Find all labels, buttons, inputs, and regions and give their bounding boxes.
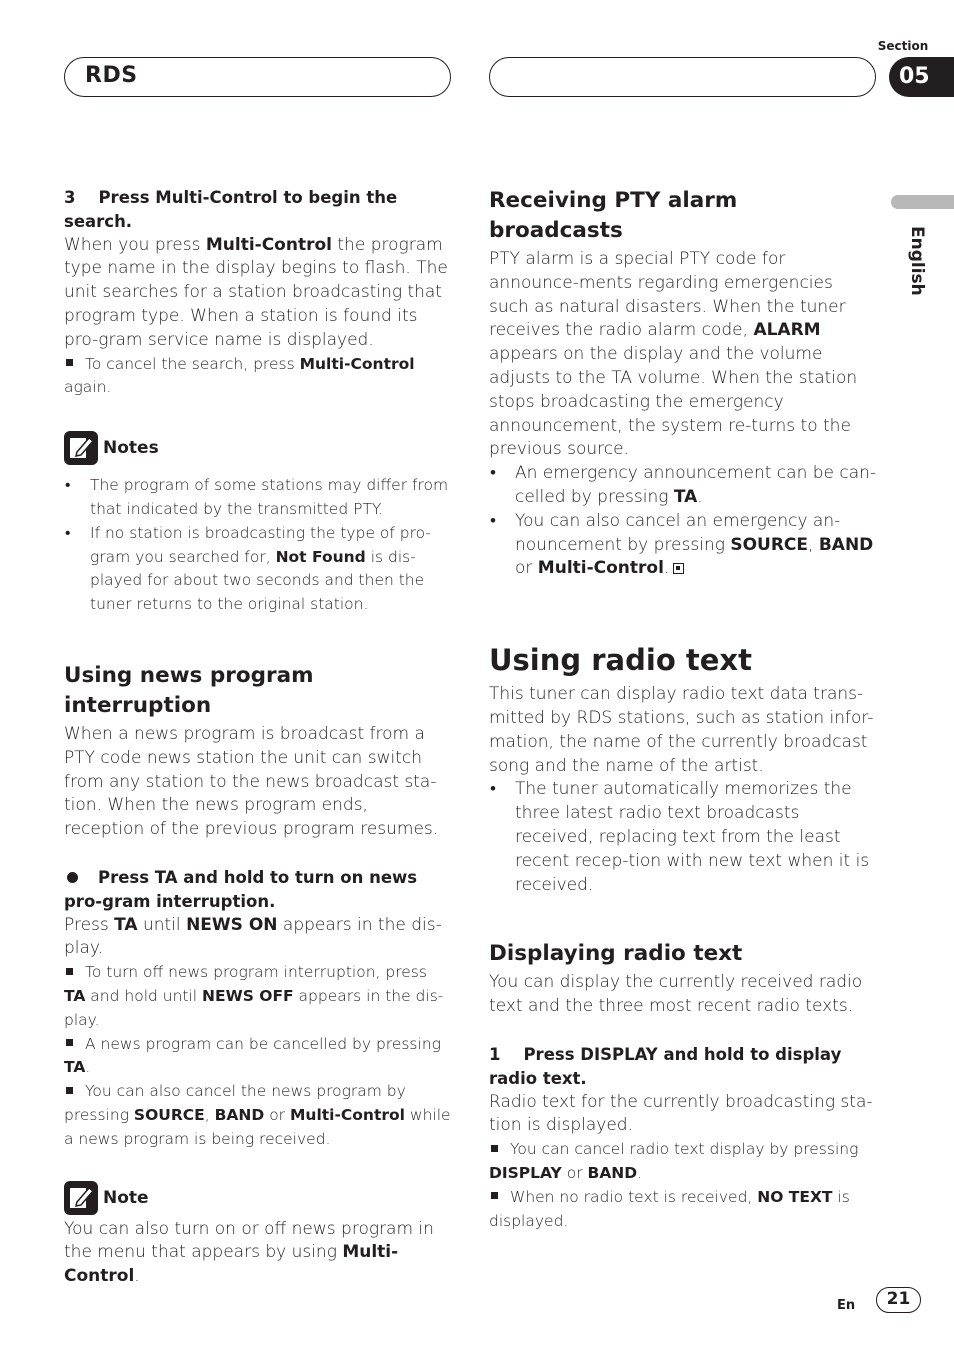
note-title: Note	[103, 1187, 149, 1208]
news-step-body: Press TA until NEWS ON appears in the dis-play.	[64, 914, 442, 959]
section-title-frame	[64, 57, 451, 97]
square-bullet-icon	[491, 1145, 498, 1152]
news-heading: Using news program interruption	[64, 662, 314, 718]
left-column	[64, 186, 452, 1289]
right-column	[489, 186, 877, 1233]
step-3-number: 3	[64, 188, 76, 207]
footer-language-code: En	[837, 1298, 856, 1313]
language-label: English	[907, 226, 927, 296]
pencil-note-icon	[64, 1181, 98, 1215]
language-tab-bar	[891, 195, 954, 209]
note-item: • If no station is broadcasting the type of pro-gram you searched for, Not Found is dis-played for about two seconds and then the tuner returns to the original station.	[64, 522, 452, 617]
alarm-bullet: • You can also cancel an emergency an-nouncement by pressing SOURCE, BAND or Multi-Control.	[489, 510, 877, 581]
section-number-badge: 05	[889, 57, 954, 97]
step-3-text: Press Multi-Control to begin the search.	[64, 188, 398, 231]
news-step: Press TA and hold to turn on news pro-gram interruption.	[64, 867, 418, 911]
square-bullet-icon	[66, 968, 73, 975]
step-3-tip: To cancel the search, press Multi-Control again.	[64, 354, 415, 397]
radio-text-body: This tuner can display radio text data trans-mitted by RDS stations, such as station infor-mation, the name of the currently broadcast song and the name of the artist.	[489, 684, 874, 776]
step-3-body: When you press Multi-Control the program type name in the display begins to flash. The unit searches for a station broadcasting that program type. When a station is found its pro-gram service name is displayed.	[64, 234, 448, 350]
page-number: 21	[876, 1287, 921, 1313]
news-tip: To turn off news program interruption, press TA and hold until NEWS OFF appears in the dis-play.	[64, 963, 444, 1029]
square-bullet-icon	[66, 359, 73, 366]
note-body: You can also turn on or off news program in the menu that appears by using Multi-Control.	[64, 1218, 434, 1287]
note-header	[64, 1180, 452, 1216]
alarm-body: PTY alarm is a special PTY code for announce-ments regarding emergencies such as natural disasters. When the tuner receives the radio alarm code, ALARM appears on the display and the volume adjusts to the TA volume. When the station stops broadcasting the emergency announcement, the system re-turns to the previous source.	[489, 249, 858, 460]
alarm-bullet: • An emergency announcement can be can-celled by pressing TA.	[489, 462, 877, 510]
radio-text-heading: Using radio text	[489, 643, 752, 678]
note-item: • The program of some stations may differ from that indicated by the transmitted PTY.	[64, 474, 452, 522]
square-bullet-icon	[66, 1087, 73, 1094]
section-label: Section	[877, 39, 929, 53]
square-bullet-icon	[491, 1192, 498, 1199]
pencil-note-icon	[64, 431, 98, 465]
news-body: When a news program is broadcast from a PTY code news station the unit can switch from any station to the news broadcast sta-tion. When the news program ends, reception of the previous program resumes.	[64, 723, 439, 840]
bullet-dot-icon	[67, 872, 78, 883]
alarm-heading: Receiving PTY alarm broadcasts	[489, 188, 738, 243]
display-tip: You can cancel radio text display by pressing DISPLAY or BAND.	[489, 1140, 859, 1182]
news-tip: A news program can be cancelled by pressing TA.	[64, 1034, 441, 1077]
header-blank-frame	[489, 57, 876, 97]
notes-title: Notes	[103, 438, 159, 459]
step-3	[64, 186, 452, 234]
step-1: 1 Press DISPLAY and hold to display radio text.	[489, 1044, 842, 1088]
end-mark-icon	[673, 563, 684, 574]
section-title: RDS	[85, 63, 138, 88]
radio-text-bullet: • The tuner automatically memorizes the three latest radio text broadcasts received, replacing text from the least recent recep-tion with new text when it is received.	[489, 778, 877, 897]
display-body: You can display the currently received radio text and the three most recent radio texts.	[489, 972, 863, 1017]
display-heading: Displaying radio text	[489, 941, 743, 967]
notes-header	[64, 430, 452, 466]
step-1-body: Radio text for the currently broadcasting sta-tion is displayed.	[489, 1091, 873, 1136]
display-tip: When no radio text is received, NO TEXT is displayed.	[489, 1187, 850, 1230]
square-bullet-icon	[66, 1039, 73, 1046]
news-tip: You can also cancel the news program by pressing SOURCE, BAND or Multi-Control while a news program is being received.	[64, 1082, 451, 1148]
